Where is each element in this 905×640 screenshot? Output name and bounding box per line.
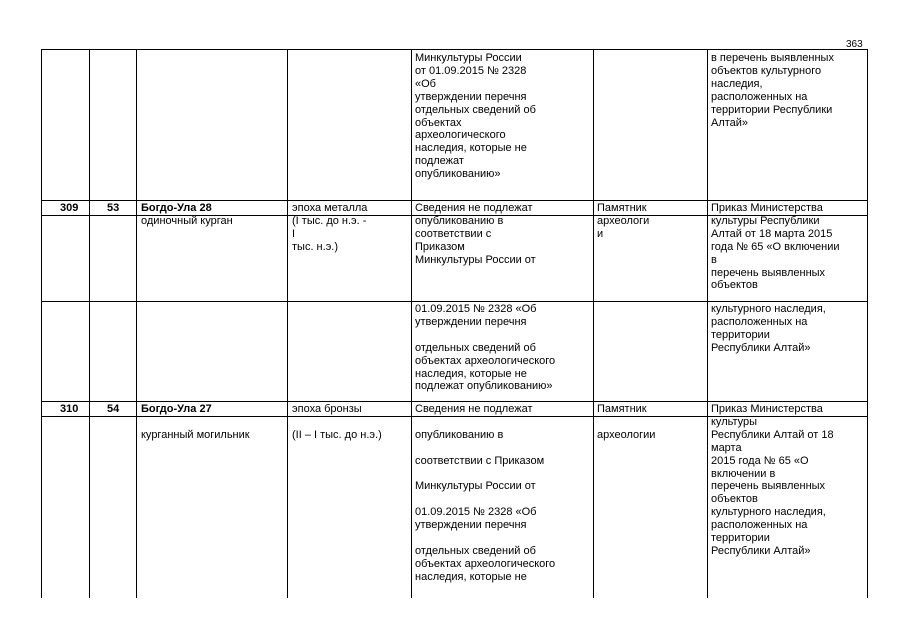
category-cell: Памятник археологи и xyxy=(597,202,650,240)
document-cell: Приказ Министерства культуры Республики Алтай от 18 марта 2015 года № 65 «О включении в перечень выявленных объектов культурного наследия, расположенных на территории Республики Алтай» xyxy=(711,403,834,557)
row-separator xyxy=(41,301,867,302)
row-number: 309 xyxy=(60,202,79,214)
object-dating: эпоха металла (I тыс. до н.э. - I тыс. н.э.) xyxy=(292,202,368,253)
page-number: 363 xyxy=(846,39,863,50)
column-divider xyxy=(593,49,594,598)
row-separator xyxy=(41,401,867,402)
object-dating: эпоха бронзы (II – I тыс. до н.э.) xyxy=(292,403,382,441)
info-cell: Сведения не подлежат опубликованию в соответствии с Приказом Минкультуры России от xyxy=(415,202,536,266)
column-divider xyxy=(89,49,90,598)
continued-document-cell: в перечень выявленных объектов культурного наследия, расположенных на территории Республики Алтай» xyxy=(711,52,834,129)
object-type: курганный могильник xyxy=(141,429,250,441)
object-name: Богдо-Ула 28 xyxy=(141,202,212,214)
row-separator xyxy=(41,200,867,201)
row-number: 310 xyxy=(60,403,79,415)
document-cell: Приказ Министерства культуры Республики Алтай от 18 марта 2015 года № 65 «О включении в перечень выявленных объектов xyxy=(711,202,840,292)
table-right-border xyxy=(867,49,868,598)
table-top-rule xyxy=(41,49,867,50)
row-subnumber: 53 xyxy=(107,202,120,214)
column-divider xyxy=(287,49,288,598)
column-divider xyxy=(136,49,137,598)
object-type: одиночный курган xyxy=(141,215,233,227)
info-cell-continued: 01.09.2015 № 2328 «Об утверждении перечня отдельных сведений об объектах археологического наследия, которые не подлежат опубликованию» xyxy=(415,303,556,393)
row-subnumber: 54 xyxy=(107,403,120,415)
column-divider xyxy=(707,49,708,598)
column-divider xyxy=(411,49,412,598)
continued-info-cell: Минкультуры России от 01.09.2015 № 2328 «Об утверждении перечня отдельных сведений об объектах археологического наследия, которые не подлежат опубликованию» xyxy=(415,52,536,181)
info-cell: Сведения не подлежат опубликованию в соответствии с Приказом Минкультуры России от 01.09.2015 № 2328 «Об утверждении перечня отдельных сведений об объектах археологического наследия, которые не xyxy=(415,403,556,583)
document-cell-continued: культурного наследия, расположенных на территории Республики Алтай» xyxy=(711,303,826,354)
object-name: Богдо-Ула 27 xyxy=(141,403,212,415)
table-left-border xyxy=(41,49,42,598)
category-cell: Памятник археологии xyxy=(597,403,656,441)
